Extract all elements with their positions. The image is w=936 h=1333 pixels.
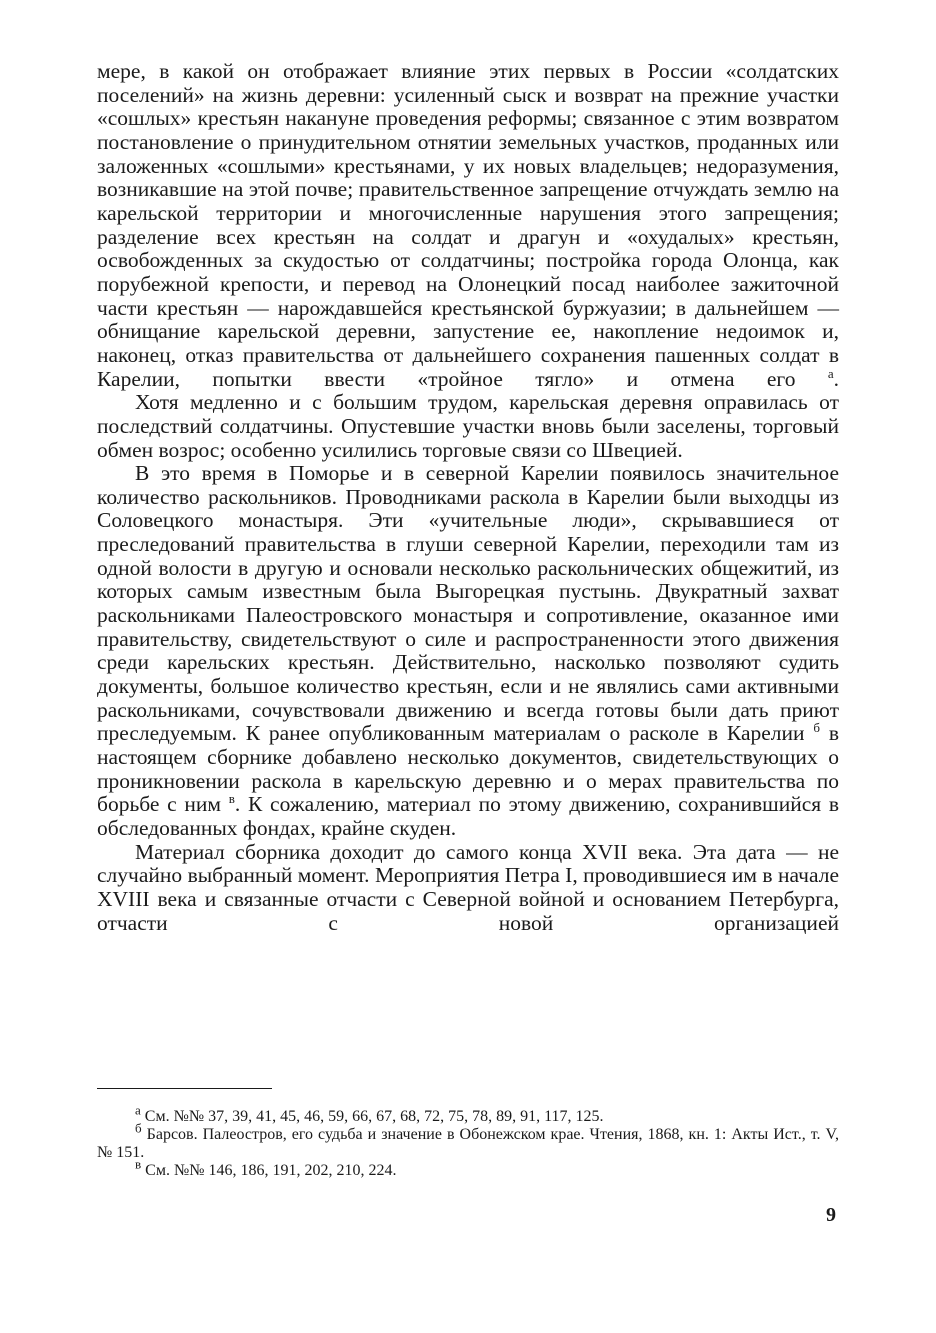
- paragraph-3-text-a: В это время в Поморье и в северной Карелии появилось значительное количество раскольников. Проводниками раскола в Карелии были выходцы из Соловецкого монастыря. Эти «учительные люди», скрывавшиеся от преследований правительства в глуши северной Карелии, переходили там из одной волости в другую и основали несколько раскольнических общежитий, из которых самым известным была Выгорецкая пустынь. Двукратный захват раскольниками Палеостровского монастыря и сопротивление, оказанное ими правительству, свидетельствуют о силе и распространенности этого движения среди карельских крестьян. Действительно, насколько позволяют судить документы, большое количество крестьян, если и не являлись сами активными раскольниками, сочувствовали движению и всегда готовы были дать приют преследуемым. К ранее опубликованным материалам о расколе в Карелии: [97, 461, 839, 746]
- paragraph-1: мере, в какой он отображает влияние этих первых в России «солдатских поселений» на жизнь деревни: усиленный сыск и возврат на прежние участки «сошлых» крестьян накануне проведения реформы; связанное с этим возвратом постановление о принудительном отнятии земельных участков, проданных или заложенных «сошлыми» крестьянами, у их новых владельцев; недоразумения, возникавшие на этой почве; правительственное запрещение отчуждать землю на карельской территории и многочисленные нарушения этого запрещения; разделение всех крестьян на солдат и драгун и «охудалых» крестьян, освобожденных за скудостью от солдатчины; постройка города Олонца, как порубежной крепости, и перевод на Олонецкий посад наиболее зажиточной части крестьян — нарождавшейся крестьянской буржуазии; в дальнейшем — обнищание карельской деревни, запустение ее, накопление недоимок и, наконец, отказ правительства от дальнейшего сохранения пашенных солдат в Карелии, попытки ввести «тройное тягло» и отмена его $^а$.: [97, 59, 839, 391]
- paragraph-3-text-c: . К сожалению, материал по этому движению, сохранившийся в обследованных фондах, крайне скуден.: [97, 792, 840, 840]
- footnote-mark: а: [135, 1102, 141, 1118]
- footnote-text: См. №№ 37, 39, 41, 45, 46, 59, 66, 67, 68, 72, 75, 78, 89, 91, 117, 125.: [144, 1108, 604, 1125]
- footnote-v: [97, 1156, 839, 1180]
- footnote-text: См. №№ 146, 186, 191, 202, 210, 224.: [145, 1162, 397, 1179]
- footnote-ref-a: а: [827, 365, 834, 381]
- footnote-a: [97, 1102, 839, 1126]
- paragraph-4: [97, 841, 839, 936]
- page-number: 9: [826, 1204, 836, 1226]
- footnotes: [97, 1102, 840, 1180]
- footnote-divider: [97, 1088, 272, 1089]
- paragraph-2-text: Хотя медленно и с большим трудом, карельская деревня оправилась от последствий солдатчины. Опустевшие участки вновь были заселены, торговый обмен возрос; особенно усилились торговые связи со Швецией.: [97, 390, 839, 462]
- paragraph-2: [97, 391, 839, 462]
- main-text: [97, 60, 839, 935]
- footnote-mark: в: [135, 1156, 142, 1172]
- paragraph-1-text: мере, в какой он отображает влияние этих первых в России «солдатских поселений» на жизнь деревни: усиленный сыск и возврат на прежние участки «сошлых» крестьян накануне проведения реформы; связанное с этим возвратом постановление о принудительном отнятии земельных участков, проданных или заложенных «сошлыми» крестьянами, у их новых владельцев; недоразумения, возникавшие на этой почве; правительственное запрещение отчуждать землю на карельской территории и многочисленные нарушения этого запрещения; разделение всех крестьян на солдат и драгун и «охудалых» крестьян, освобожденных за скудостью от солдатчины; постройка города Олонца, как порубежной крепости, и перевод на Олонецкий посад наиболее зажиточной части крестьян — нарождавшейся крестьянской буржуазии; в дальнейшем — обнищание карельской деревни, запустение ее, накопление недоимок и, наконец, отказ правительства от дальнейшего сохранения пашенных солдат в Карелии, попытки ввести «тройное тягло» и отмена его: [97, 59, 839, 391]
- footnote-b: [97, 1120, 840, 1162]
- footnote-ref-b: б: [813, 720, 821, 736]
- footnote-text: Барсов. Палеостров, его судьба и значение в Обонежском крае. Чтения, 1868, кн. 1: Акты Ист., т. V, № 151.: [97, 1126, 840, 1161]
- footnote-ref-v: в: [228, 791, 235, 807]
- paragraph-3: [97, 462, 839, 841]
- paragraph-4-text: Материал сборника доходит до самого конца XVII века. Эта дата — не случайно выбранный момент. Мероприятия Петра I, проводившиеся им в начале XVIII века и связанные отчасти с Северной войной и основанием Петербурга, отчасти с новой организацией: [97, 839, 839, 935]
- paragraph-3-text-b: в настоящем сборнике добавлено несколько документов, свидетельствующих о проникновении раскола в карельскую деревню и о мерах правительства по борьбе с ним: [97, 721, 840, 817]
- footnote-mark: б: [135, 1120, 142, 1136]
